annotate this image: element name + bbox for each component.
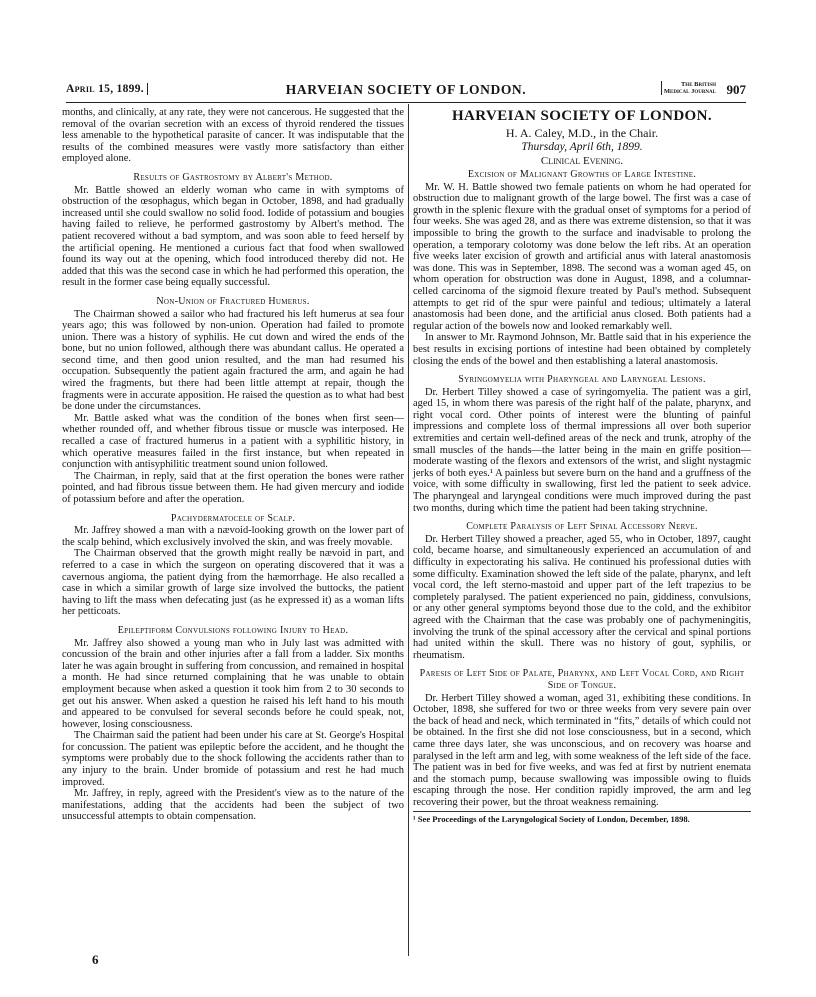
- paresis-heading: Paresis of Left Side of Palate, Pharynx, and Left Vocal Cord, and Right Side of Tongue.: [419, 668, 745, 691]
- epilepsy-heading: Epileptiform Convulsions following Injury to Head.: [117, 624, 349, 636]
- journal-line-2: Medical Journal: [663, 88, 716, 95]
- journal-line-1: The British: [680, 81, 716, 88]
- printer-signature: 6: [92, 952, 99, 967]
- pachydermatocele-paragraph-1: Mr. Jaffrey showed a man with a nævoid-looking growth on the lower part of the scalp behind, which exclusively involved the skin, and was freely movable.: [62, 525, 404, 548]
- syringomyelia-heading: Syringomyelia with Pharyngeal and Laryngeal Lesions.: [458, 374, 706, 386]
- paralysis-heading: Complete Paralysis of Left Spinal Accessory Nerve.: [466, 521, 698, 533]
- humerus-paragraph-3: The Chairman, in reply, said that at the first operation the bones were rather pointed, and had fibrous tissue between them. He had given mercury and iodide of potassium before and after the operation.: [62, 470, 404, 505]
- meeting-date: Thursday, April 6th, 1899.: [521, 141, 643, 153]
- gastrostomy-paragraph: Mr. Battle showed an elderly woman who came in with symptoms of obstruction of the œsophagus, which began in October, 1898, and had gradually increased until she could swallow no solid food. Iodide of potassium and bougies having failed to relieve, he performed gastrostomy by Albert's method. The patient recovered without a bad symptom, and was soon able to feed herself by the artificial opening. He mentioned a curious fact that food when swallowed found its way out at the opening, which food introduced thereby did not. He added that this was the second case in which he had performed this operation, the result in the former case being equally successful.: [62, 184, 404, 289]
- epilepsy-paragraph-3: Mr. Jaffrey, in reply, agreed with the President's view as to the nature of the manifestations, adding that the accidents had been the subject of two unsuccessful attempts to obtain compensation.: [62, 788, 404, 823]
- humerus-paragraph-2: Mr. Battle asked what was the condition of the bones when first seen—whether rounded off, and whether fibrous tissue or muscle was interposed. He recalled a case of fractured humerus in a patient with a syphilitic history, in which operative measures failed in the first instance, but when repeated in conjunction with antisyphilitic treatment sound union followed.: [62, 412, 404, 471]
- syringomyelia-paragraph: Dr. Herbert Tilley showed a case of syringomyelia. The patient was a girl, aged 15, in whom there was paresis of the right half of the palate, pharynx, and right vocal cord. Other points of interest were the blunting of painful impressions and complete loss of thermal impressions all over both superior extremities and certain well-defined areas of the neck and trunk, atrophy of the small muscles of the hands—the latter being in the main en griffe position—moderate wasting of the flexors and extensors of the wrist, and slight nystagmic jerks of both eyes.¹ A painless but severe burn on the hand and a gruffness of the voice, with some difficulty in swallowing, first led the patient to seek advice. The pharyngeal and laryngeal conditions were much improved during the past two months, during which time the patient had been taking strychnine.: [413, 386, 751, 514]
- left-column: [62, 107, 404, 823]
- excision-paragraph-2: In answer to Mr. Raymond Johnson, Mr. Battle said that in his experience the best results in excising portions of intestine had been obtained by completely closing the ends of the bowel and then establishing a lateral anastomosis.: [413, 332, 751, 367]
- excision-heading: Excision of Malignant Growths of Large Intestine.: [467, 169, 697, 180]
- running-header: [66, 80, 746, 103]
- journal-name: [661, 81, 716, 95]
- humerus-paragraph-1: The Chairman showed a sailor who had fractured his left humerus at sea four years ago; this was followed by non-union. Operation had failed to promote union. There was a history of syphilis. He cut down and wired the ends of the bone, but no union followed, although there was abundant callus. He operated a second time, and then good union resulted, and the man had resumed his occupation. Subsequently the patient again fractured the arm, and again he had wired the fragments, but there had been little attempt at repair, though the fragments were in accurate apposition. He raised the question as to what had best be done under the circumstances.: [62, 308, 404, 413]
- chair-line: H. A. Caley, M.D., in the Chair.: [505, 126, 659, 140]
- column-divider: [408, 104, 409, 956]
- paresis-paragraph: Dr. Herbert Tilley showed a woman, aged 31, exhibiting these conditions. In October, 1898, she suffered for two or three weeks from very severe pain over the back of head and neck, which terminated in “fits,” details of which could not be obtained. In the first she did not lose consciousness, but in a second, which came three days later, she was unconscious, and on recovery was hoarse and paralysed in the left arm and leg, with some weakness of the left side of the face. The patient was in bed for five weeks, and was fed at first by nutrient enemata and the stomach pump, because swallowing was impossible owing to fluids escaping through the nose. Her condition rapidly improved, the arm and leg recovering their power, but the throat weakness remaining.: [413, 692, 751, 808]
- meeting-type: Clinical Evening.: [540, 155, 624, 167]
- paralysis-paragraph: Dr. Herbert Tilley showed a preacher, aged 55, who in October, 1897, caught cold, became hoarse, and simultaneously experienced an accumulation of and difficulty in expectorating his saliva. He continued his professional duties with some difficulty. Examination showed the left side of the palate, pharynx, and left vocal cord, the left sterno-mastoid and upper part of the left trapezius to be completely paralysed. The patient experienced no pain, giddiness, convulsions, or any other general symptoms beyond those due to the cold, and the exhibitor agreed with the Chairman that the case was probably one of pachymeningitis, involving the trunk of the spinal accessory after the cervical and spinal portions had united within the skull. There was no history of gout, syphilis, or rheumatism.: [413, 533, 751, 661]
- footnote-divider: [413, 811, 751, 812]
- intro-paragraph: months, and clinically, at any rate, they were not cancerous. He suggested that the removal of the ovarian secretion with an excess of thyroid rendered the tissues less amenable to the hypothetical parasite of cancer. It was indisputable that the results of the combined measures were vastly more satisfactory than either employed alone.: [62, 107, 404, 165]
- pachydermatocele-heading: Pachydermatocele of Scalp.: [170, 512, 296, 524]
- page-number: 907: [726, 82, 746, 97]
- running-title: HARVEIAN SOCIETY OF LONDON.: [285, 82, 527, 97]
- epilepsy-paragraph-1: Mr. Jaffrey also showed a young man who in July last was admitted with concussion of the brain and other injuries after a fall from a ladder. Six months later he was again brought in suffering from concussion, and remained in hospital a month. He had since returned complaining that he was unable to obtain employment because when asked a question it took him from 2 to 30 seconds to get out his answer. When asked a question he raised his left hand to his mouth and appeared to be convulsed for several seconds before he could speak, not, however, losing consciousness.: [62, 637, 404, 730]
- gastrostomy-heading: Results of Gastrostomy by Albert's Method.: [133, 171, 333, 183]
- issue-date: April 15, 1899.: [66, 83, 148, 95]
- footnote: ¹ See Proceedings of the Laryngological Society of London, December, 1898.: [413, 814, 690, 825]
- humerus-heading: Non-Union of Fractured Humerus.: [156, 295, 310, 307]
- pachydermatocele-paragraph-2: The Chairman observed that the growth might really be nævoid in part, and referred to a case in which the surgeon on operating discovered that it was a cavernous angioma, the patient dying from the hæmorrhage. He also recalled a case in which a similar growth of large size involved the buttocks, the patient having to lift the mass when defecating just (as he expressed it) as a woman lifts her petticoats.: [62, 548, 404, 618]
- excision-paragraph-1: Mr. W. H. Battle showed two female patients on whom he had operated for obstruction due to malignant growth of the large bowel. The first was a case of growth in the splenic flexure with the gradual onset of symptoms for a period of four weeks. She was aged 28, and as there was extreme distension, so that it was impossible to bring the growth to the surface and inadvisable to prolong the operation, a temporary colotomy was done below the left ribs. At an operation five weeks later excision of growth and artificial anus with lateral anastomosis was done. This was in September, 1898. The second was a woman aged 45, on whom operation for obstruction was done in August, 1898, and a columnar-celled carcinoma of the sigmoid flexure treated by Paul's method. Subsequent attempts to get rid of the spur were painful and tedious; ultimately a lateral anastomosis had been done, and the artificial anus closed. Both patients had a regular action of the bowels now and looked remarkably well.: [413, 181, 751, 332]
- society-title: HARVEIAN SOCIETY OF LONDON.: [451, 108, 713, 124]
- epilepsy-paragraph-2: The Chairman said the patient had been under his care at St. George's Hospital for concussion. The patient was epileptic before the accident, and he thought the symptoms were probably due to the shock following the accidents rather than to any injury to the brain. Under bromide of potassium and rest he had much improved.: [62, 730, 404, 788]
- right-column: [413, 107, 751, 824]
